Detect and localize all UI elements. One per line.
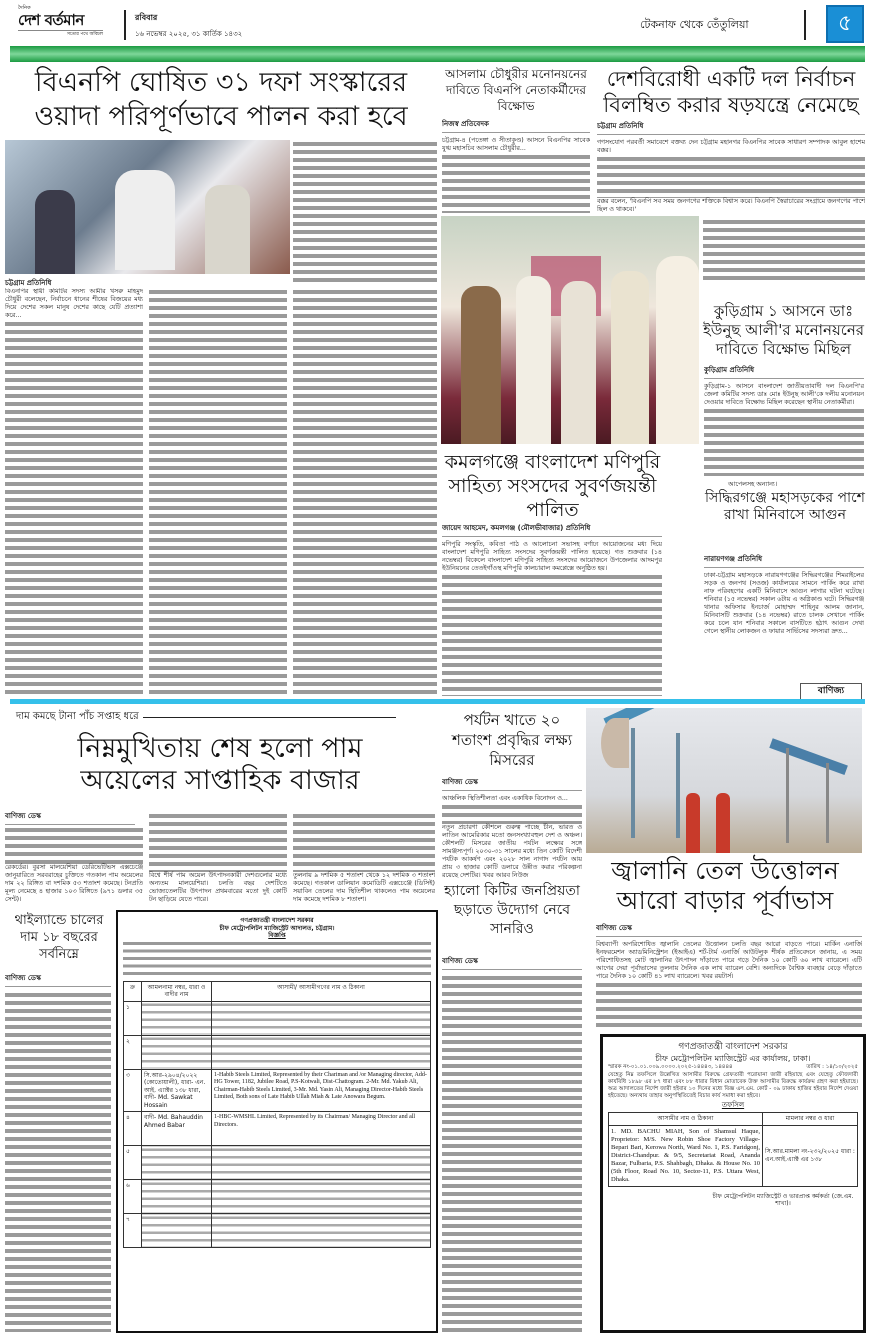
lead-byline: চট্টগ্রাম প্রতিনিধি <box>5 279 52 287</box>
conspiracy-story <box>597 120 865 214</box>
notice-dhaka-memo: স্মারক নং-০১.০১.০০৯.০০০০.২০২৫-১৪৪৪৩, ১৪৪৪৪ <box>608 1064 733 1070</box>
lead-body-col-side <box>293 140 437 285</box>
kurigram-byline: কুড়িগ্রাম প্রতিনিধি <box>704 364 864 379</box>
notice-ctg-header: ক্র <box>124 981 142 1001</box>
hellokitty-byline: বাণিজ্য ডেস্ক <box>442 955 582 970</box>
logo-small-text: দৈনিক <box>18 5 31 11</box>
notice-ctg-body <box>123 940 431 978</box>
conspiracy-body-continued <box>703 218 865 284</box>
notice-ctg-header: আমলনামা নম্বর, ধারা ও বাদীর নাম <box>142 981 212 1001</box>
kamalganj-byline: জায়েদ আহমেদ, কমলগঞ্জ (মৌলভীবাজার) প্রতিনিধি <box>442 522 662 537</box>
kurigram-headline[interactable]: কুড়িগ্রাম ১ আসনে ডাঃ ইউনুছ আলী'র মনোনয়নের দাবিতে বিক্ষোভ মিছিল <box>702 302 865 358</box>
thai-byline: বাণিজ্য ডেস্ক <box>5 972 111 987</box>
egypt-byline: বাণিজ্য ডেস্ক <box>442 776 582 791</box>
kamalganj-excerpt: মণিপুরি সংস্কৃতি, কবিতা পাঠ ও আলোচনা সভাসহ বর্ণাঢ্য আয়োজনের মধ্য দিয়ে বাংলাদেশ মণিপুরি সাহিত্য সংসদের সুবর্ণজয়ন্তী পালিত হয়েছে। গত শুক্রবার (১৪ নভেম্বর) বিকেলে বাংলাদেশ মণিপুরি সাহিত্য সংসদের আয়োজনে উপজেলার আদমপুর ইউনিয়নের তেতইগাঁওস্থ মণিপুরি কালচারাল কমপ্লেক্সে অনুষ্ঠিত হয়। <box>442 541 662 572</box>
oil-pump-photo <box>586 708 862 853</box>
siddhirganj-byline: নারায়ণগঞ্জ প্রতিনিধি <box>704 553 864 568</box>
palm-kicker <box>16 709 396 726</box>
notice-dhaka <box>600 1034 866 1333</box>
logo-tagline: সত্যের পথে অবিচল <box>18 30 103 38</box>
egypt-headline[interactable]: পর্যটন খাতে ২০ শতাংশ প্রবৃদ্ধির লক্ষ্য মিসরের <box>451 711 573 769</box>
palm-headline[interactable]: নিম্নমুখিতায় শেষ হলো পাম অয়েলের সাপ্তাহিক বাজার <box>77 733 363 796</box>
logo-text: দেশ বর্তমান <box>18 11 84 29</box>
notice-ctg-cell-no: ৪ <box>124 1112 142 1146</box>
energy-headline[interactable]: জ্বালানি তেল উত্তোলন আরো বাড়ার পূর্বাভাস <box>611 856 839 915</box>
green-band <box>10 46 865 62</box>
energy-story <box>596 922 862 1030</box>
thai-story <box>5 972 111 1332</box>
notice-ctg-cell-no: ৫ <box>124 1146 142 1180</box>
palm-byline: বাণিজ্য ডেস্ক <box>5 810 135 825</box>
notice-dhaka-date: তারিখ : ১৪/১০/২০২৫ <box>806 1064 858 1070</box>
masthead-date: ১৬ নভেম্বর ২০২৫, ৩১ কার্তিক ১৪৩২ <box>135 30 243 38</box>
palm-excerpt-3: তুলনায় ৯ দশমিক ৫ শতাংশ থেকে ১২ দশমিক ৩ শতাংশ কমেছে। গতকাল ডালিয়ান কমোডিটি এক্সচেঞ্জে (ডিসিই) সয়াবিন তেলের দাম স্থিতিশীল থাকলেও পাম অয়েলের দাম কমেছে দশমিক ৮ শতাংশ। <box>293 872 435 903</box>
notice-ctg-row <box>124 1001 431 1035</box>
notice-ctg-title: বিজ্ঞপ্তি <box>268 932 286 939</box>
notice-ctg-cell-case <box>142 1146 212 1180</box>
notice-ctg-table <box>123 981 431 1249</box>
palm-excerpt: রেকর্ডের। বুরসা মালয়েশিয়া ডেরিভেটিভস এক্সচেঞ্জে জানুয়ারিতে সরবরাহের চুক্তিতে গতকাল পাম অয়েলের দাম ২২ রিঙ্গিত বা দশমিক ৫৩ শতাংশ কমেছে। টনপ্রতি মূল্য নেমেছে ৪ হাজার ১০৩ রিঙ্গিতে (৯৭১ ডলার ৩৫ সেন্ট)। <box>5 864 143 903</box>
egypt-ending: নতুন প্রচারণা কৌশলে গুরুত্ব পাচ্ছে চীন, ভারত ও লাতিন আমেরিকার মতো জনসংখ্যাবহুল দেশ ও অঞ্চল। কৌশলটি মিসরের জাতীয় পর্যটন লক্ষ্যের সঙ্গে সামঞ্জস্যপূর্ণ। ২০৩০-৩১ সালের মধ্যে তিন কোটি বিদেশী পর্যটক আকর্ষণ এবং ২০২৮ সাল নাগাদ পর্যটন আয় প্রায় ৩ হাজার কোটি ডলারে উন্নীত করার পরিকল্পনা রয়েছে দেশটির। খবর আরব নিউজ <box>442 824 582 879</box>
lead-excerpt: বিএনপির স্থায়ী কমিটির সদস্য আমীর খসরু মাহমুদ চৌধুরী বলেছেন, নির্বাচনে ধানের শীষের বিজয়ের মধ্য দিয়ে দেশের সকল মানুষ দেশের কাছে যেটি প্রত্যাশা করে... <box>5 288 143 319</box>
lead-photo <box>5 140 290 274</box>
notice-ctg-row <box>124 1069 431 1112</box>
notice-ctg-cell-accused: 1-Habib Steels Limited, Represented by their Chariman and /or Managing director, Add-HG Tower, 1182, Jubilee Road, P.S-Kotwali, Dist-Chattogram. 2-Mr. Md. Yakub Ali, Chairman-Habib Steels Limited, 3-Mr. Md. Yasin Ali, Managing Director-Habib Steels Limited, Both sons of Late Habib Ullah Miah & Late Anowara Begum. <box>212 1069 431 1112</box>
lead-headline[interactable]: বিএনপি ঘোষিত ৩১ দফা সংস্কারের ওয়াদা পরিপূর্ণভাবে পালন করা হবে <box>34 67 408 132</box>
siddhirganj-story <box>704 553 864 681</box>
lead-body-col-3 <box>293 288 437 696</box>
siddhirganj-excerpt: ঢাকা-চট্টগ্রাম মহাসড়কে নারায়ণগঞ্জের সিদ্ধিরগঞ্জের শিমরাইলের সড়ক ও জনপথ (সওজ) কার্যালয়ের সামনে পার্কিং করে রাখা নাফ পরিবহণের একটি মিনিবাসে আগুন লাগার ঘটনা ঘটেছে। শনিবার (১৫ নভেম্বর) সকাল ৬টায় এ অগ্নিকাণ্ড ঘটে। সিদ্ধিরগঞ্জ থানার অফিসার ইনচার্জ মোহাম্মদ শাহিনুর আলম জানান, মিনিবাসটি শুক্রবার (১৪ নভেম্বর) রাতে চালক সেখানে পার্কিং করে চলে যান শনিবার সকালে বাসটিতে হঠাৎ আগুন দেখা গেলে স্থানীয় লোকজন ও ফায়ার সার্ভিসের সদস্যরা দ্রুত... <box>704 572 864 635</box>
section-label-banijya: বাণিজ্য <box>800 683 862 699</box>
hellokitty-story <box>442 955 582 1333</box>
section-divider-blue <box>10 699 865 704</box>
notice-ctg-cell-accused <box>212 1214 431 1248</box>
notice-ctg-row <box>124 1180 431 1214</box>
kurigram-story <box>704 364 864 476</box>
lead-body-col-1 <box>5 288 143 696</box>
conspiracy-excerpt: গণসংযোগ পরবর্তী সমাবেশে বক্তব্য দেন চট্টগ্রাম মহানগর বিএনপির সাবেক সাধারণ সম্পাদক আবুল হাশেম বক্কর। <box>597 139 865 154</box>
energy-byline: বাণিজ্য ডেস্ক <box>596 922 862 937</box>
conspiracy-byline: চট্টগ্রাম প্রতিনিধি <box>597 120 865 135</box>
siddhirganj-headline[interactable]: সিদ্ধিরগঞ্জে মহাসড়কের পাশে রাখা মিনিবাসে আগুন <box>705 490 865 523</box>
manipuri-event-photo <box>441 216 699 444</box>
notice-dhaka-header: মামলার নম্বর ও ধারা <box>763 1113 858 1126</box>
notice-ctg-cell-accused: 1-HBC-WMSHL Limited, Represented by its Chairman/ Managing Director and all Directors. <box>212 1112 431 1146</box>
notice-ctg-cell-case <box>142 1214 212 1248</box>
aslam-byline: নিজস্ব প্রতিবেদক <box>442 118 590 133</box>
masthead-logo[interactable] <box>18 5 103 43</box>
notice-dhaka-header: আসামীর নাম ও ঠিকানা <box>609 1113 763 1126</box>
palm-col-3 <box>293 812 435 904</box>
notice-ctg-cell-case <box>142 1035 212 1069</box>
thai-headline[interactable]: থাইল্যান্ডে চালের দাম ১৮ বছরের সর্বনিম্নে <box>14 913 104 962</box>
notice-ctg-row <box>124 1035 431 1069</box>
tagline-divider <box>804 10 806 40</box>
notice-ctg-cell-accused <box>212 1001 431 1035</box>
page-number: ৫ <box>826 5 864 43</box>
notice-dhaka-table <box>608 1112 858 1187</box>
notice-ctg-cell-case <box>142 1180 212 1214</box>
siddhirganj-lead-in: আপেলসহ অন্যান্য। <box>728 481 778 488</box>
notice-ctg-header: আসামী/ আসামীগণের নাম ও ঠিকানা <box>212 981 431 1001</box>
notice-dhaka-line1: গণপ্রজাতন্ত্রী বাংলাদেশ সরকার <box>678 1042 788 1052</box>
section-tagline: টেকনাফ থেকে তেঁতুলিয়া <box>640 18 749 31</box>
notice-ctg-line1: গণপ্রজাতন্ত্রী বাংলাদেশ সরকার <box>240 917 314 924</box>
notice-ctg-cell-no: ৩ <box>124 1069 142 1112</box>
notice-ctg-cell-no: ৭ <box>124 1214 142 1248</box>
notice-dhaka-meta <box>608 1064 858 1072</box>
notice-ctg-cell-case: বাদী- Md. Bahauddin Ahmed Babar <box>142 1112 212 1146</box>
notice-ctg-cell-no: ২ <box>124 1035 142 1069</box>
notice-dhaka-accused: 1. MD. BACHU MIAH, Son of Shamsul Haque, Proprietor: M/S. New Robin Shoe Factory Village-Bepari Bari, Kerowa North, Ward No. 1, P.S. Faridgonj, District-Chandpur. & 9/5, Secretariat Road, Ananda Bazar, Fulbaria, P.S. Shahbagh, Dhaka. & House No. 10 (5th Floor, Road No. 10, Sector-11, P.S. Uttara West, Dhaka. <box>609 1125 763 1186</box>
notice-dhaka-signature: চীফ মেট্রোপলিটন ম্যাজিস্ট্রেট ও ভারপ্রাপ্ত কর্মকর্তা (জে.এম. শাখা)। <box>712 1192 854 1207</box>
egypt-story <box>442 776 582 880</box>
kamalganj-headline[interactable]: কমলগঞ্জে বাংলাদেশ মণিপুরি সাহিত্য সংসদের সুবর্ণজয়ন্তী পালিত <box>444 451 661 521</box>
notice-ctg-line2: চীফ মেট্রোপলিটন ম্যাজিস্ট্রেট আদালত, চট্টগ্রাম। <box>219 924 335 932</box>
conspiracy-ending: বক্কর বলেন, 'বিএনপি সব সময় জনগণের শক্তিকে বিশ্বাস করে। বিএনপি স্বৈরাচারের সংগ্রামে জনগণের পাশে ছিল ও থাকবে।' <box>597 198 865 213</box>
notice-ctg-cell-case <box>142 1001 212 1035</box>
notice-ctg-cell-case: সি.আর-২৯০৪/২০২২ (কোতোয়ালী), ধারা- এন. আই. এ্যাক্টর ১৩৮ ধারা, বাদী- Md. Sawkat Hossain <box>142 1069 212 1112</box>
notice-ctg-row <box>124 1112 431 1146</box>
notice-dhaka-schedule: তফসিল <box>721 1100 745 1109</box>
palm-excerpt-2: বিশ্বে শীর্ষ পাম অয়েল উৎপাদনকারী দেশগুলোর মধ্যে অন্যতম মালয়েশিয়া। চলতি বছর দেশটিতে ভোজ্যতেলটির উৎপাদন প্রথমবারের মতো দুই কোটি টন ছাড়িয়ে যেতে পারে। <box>149 872 287 903</box>
lead-body-col-2 <box>149 288 287 696</box>
notice-ctg-cell-no: ৬ <box>124 1180 142 1214</box>
palm-col-2 <box>149 812 287 904</box>
notice-dhaka-line2: চীফ মেট্রোপলিটন ম্যাজিস্ট্রেট এর কার্যালয়, ঢাকা। <box>655 1054 811 1063</box>
notice-dhaka-case: সি.আর.মামলা নং-২৩২/২০২৫ ধারা : এন.আই.এ্যাক্ট এর ১৩৮ <box>763 1125 858 1186</box>
aslam-headline[interactable]: আসলাম চৌধুরীর মনোনয়নের দাবিতে বিএনপি নেতাকর্মীদের বিক্ষোভ <box>445 67 587 113</box>
egypt-excerpt: আঞ্চলিক স্থিতিশীলতা এবং একাধিক বিনোদন ও... <box>442 795 568 802</box>
masthead-day: রবিবার <box>135 13 158 22</box>
notice-ctg-cell-accused <box>212 1146 431 1180</box>
notice-dhaka-body: যেহেতু নিম্ন তফসিলে উল্লেখিত আসামীর বিরুদ্ধে গ্রেফতারী পরোয়ানা জারী রহিয়াছে এবং যেহেতু ফৌজদারী কার্যবিধি ১৮৯৮ এর ৮৭ ধারা এবং ৮৮ ধারার বিধান মোতাবেক উক্ত আসামীর বিরুদ্ধে কার্যক্রম গ্রহণ করা হইয়াছে। অত্র আদালতের নির্দেশ জারী হইবার ১০ দিনের মধ্যে বিজ্ঞ এস.এম. কোর্ট - ০৯ ঢাকায় হাজির হইবার নির্দেশ দেওয়া হইতেছে। অন্যথায় তাহার অনুপস্থিতিতেই বিচার কার্য সমাধা করা হইবে। <box>608 1071 858 1099</box>
energy-excerpt: বিশ্বব্যাপী অপরিশোধিত জ্বালানি তেলের উত্তোলন চলতি বছর আরো বাড়তে পারে। মার্কিন এনার্জি ইনফরমেশন অ্যাডমিনিস্ট্রেশন (ইআইএ) শর্ট-টার্ম এনার্জি আউটলুক শীর্ষক প্রতিবেদনে জানায়, এ সময় পরিশোধিতসহ মোট জ্বালানির উৎপাদন দাঁড়াতে পারে গড়ে দৈনিক ১০ কোটি ৬০ লাখ ব্যারেলে। এটি আগের দেয়া পূর্বাভাসের তুলনায় দৈনিক এক লাখ ব্যারেল বেশি। অন্যদিকে বৈশ্বিক ব্যবহার বেড়ে দাঁড়াতে পারে দৈনিক ১০ কোটি ৪১ লাখ ব্যারেলে। খবর রয়টার্স। <box>596 941 862 980</box>
notice-ctg-cell-no: ১ <box>124 1001 142 1035</box>
kicker-rule <box>143 717 396 718</box>
masthead-divider <box>124 10 126 40</box>
palm-kicker-text: দাম কমছে টানা পাঁচ সপ্তাহ ধরে <box>16 711 139 722</box>
notice-ctg-cell-accused <box>212 1180 431 1214</box>
kamalganj-story <box>442 522 662 696</box>
hellokitty-headline[interactable]: হ্যালো কিটির জনপ্রিয়তা ছড়াতে উদ্যোগ নেবে সানরিও <box>444 883 580 937</box>
conspiracy-headline[interactable]: দেশবিরোধী একটি দল নির্বাচন বিলম্বিত করার ষড়যন্ত্রে নেমেছে <box>603 67 859 117</box>
kurigram-excerpt: কুড়িগ্রাম-১ আসনে বাংলাদেশ জাতীয়তাবাদী দল বিএনপি'র জেলা কমিটির সদস্য ডাঃ মোঃ ইউনুছ আলী'কে দলীয় মনোনয়ন দেওয়ার দাবিতে বিক্ষোভ মিছিল করেছেন স্থানীয় নেতাকর্মীরা। <box>704 383 864 406</box>
aslam-story <box>442 118 590 213</box>
notice-ctg-row <box>124 1146 431 1180</box>
palm-col-1 <box>5 826 143 904</box>
aslam-excerpt: চট্টগ্রাম-৪ (পতেঙ্গা ও সীতাকুণ্ড) আসনে বিএনপির সাবেক যুগ্ম মহাসচিব আসলাম চৌধুরীর... <box>442 137 590 152</box>
notice-ctg-cell-accused <box>212 1035 431 1069</box>
notice-chattogram <box>116 910 438 1333</box>
notice-ctg-row <box>124 1214 431 1248</box>
